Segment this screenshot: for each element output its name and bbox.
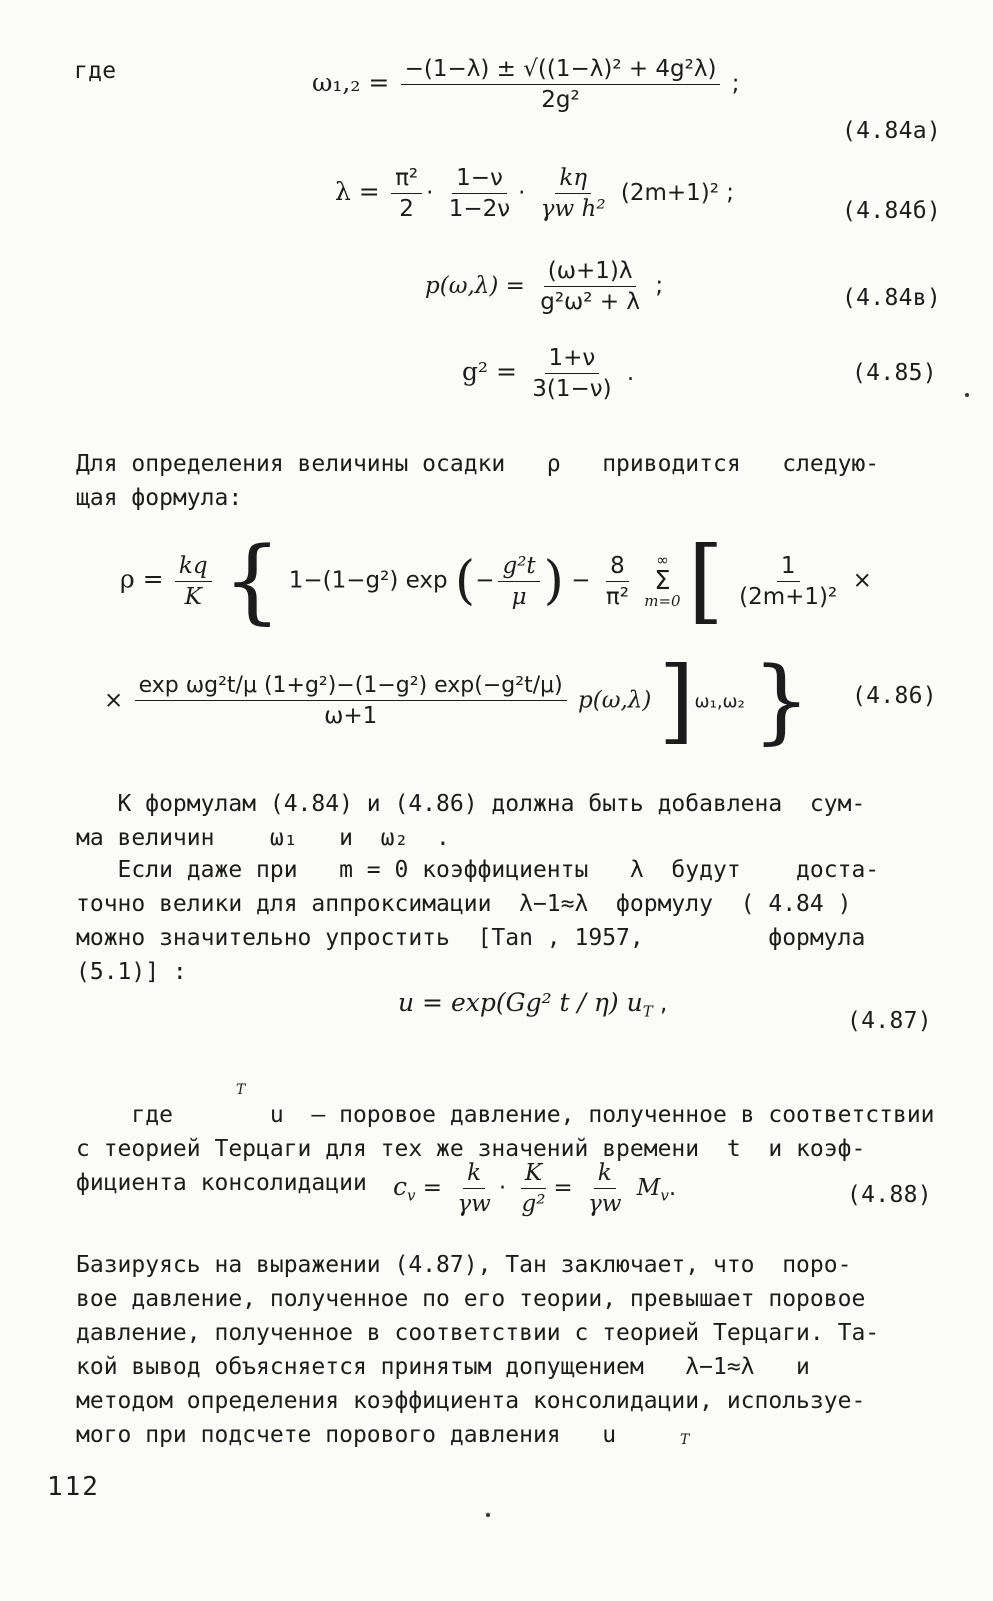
eq-numerator: π² (391, 165, 422, 194)
paren: ( (454, 551, 476, 611)
eq-denominator: 2 (399, 196, 414, 222)
eq-lhs: λ = (335, 177, 380, 206)
equation-4-88: $c_v$ = $\frac{k}{\gamma w}$ · $\frac{K}{\text{g²}}$ = $\frac{k}{\gamma w}$ $M_v$. (393, 1160, 677, 1217)
eq-numerator: kq (175, 553, 212, 582)
equation-label: (4.84в) (842, 285, 942, 311)
eq-lhs: ρ = (120, 564, 164, 594)
eq-tail: ; (731, 71, 740, 97)
eq-numerator: 1+ν (545, 345, 600, 374)
sigma: Σ (654, 566, 671, 596)
right-bracket: ] (658, 647, 695, 754)
eq-denominator: 2g² (541, 87, 580, 113)
equation-4-85 (462, 345, 634, 402)
equation-4-86-line1: ρ = $\frac{kq}{K}$ { 1−(1−g²) exp (− $\frac{\text{g²t}}{\mu}$ ) − $\frac{8}{\text{π²}}$ ∞ Σ m=0 [ $\frac{1}{\text{(2m+1)²}}$ × (120, 527, 872, 634)
equation-label: (4.85) (852, 360, 937, 386)
eq-fraction (537, 165, 610, 222)
subscript-T: T (680, 1432, 690, 1448)
eq-numerator: kη (555, 165, 591, 194)
times-sign: × (852, 567, 872, 594)
paragraph-sum-note: К формулам (4.84) и (4.86) должна быть добавлена сум- ма величин ω₁ и ω₂ . (76, 791, 866, 851)
page-number: 112 (47, 1472, 100, 1502)
eq-denominator: g²ω² + λ (540, 289, 641, 315)
eq-numerator: k (463, 1160, 485, 1189)
eq-lhs: p(ω,λ) = (425, 273, 525, 299)
right-brace: } (752, 647, 811, 754)
eq-numerator: k (594, 1160, 616, 1189)
equation-4-86-line2 (104, 647, 811, 754)
paragraph-text: где u – поровое давление, полученное в соответствии с теорией Терцаги для тех же значений времени t и коэф- фициента консолидации (76, 1102, 935, 1196)
paren: ) (543, 551, 564, 611)
eq-denominator: γw (588, 1191, 622, 1217)
eq-denominator: μ (511, 583, 527, 610)
left-brace: { (222, 527, 282, 634)
equation-label: (4.84б) (842, 198, 942, 224)
equation-label: (4.88) (847, 1182, 932, 1208)
eq-lhs-sub: v (407, 1186, 416, 1205)
eq-numerator: −(1−λ) ± √((1−λ)² + 4g²λ) (401, 56, 721, 85)
eq-body: u = exp(Gg² t / η) u (398, 988, 643, 1017)
equation-4-87 (398, 988, 667, 1021)
subscript-T: T (236, 1082, 246, 1098)
paragraph-settlement-intro: Для определения величины осадки ρ приводится следую- щая формула: (76, 451, 880, 511)
eq-denominator: 3(1−ν) (532, 376, 612, 402)
eq-fraction (135, 673, 567, 729)
eq-denominator: K (184, 583, 202, 610)
paragraph-approximation: Если даже при m = 0 коэффициенты λ будут доста- точно велики для аппроксимации λ−1≈λ формулу ( 4.84 ) можно значительно упростить [Tan , 1957, формула (5.1)] : (76, 857, 880, 985)
left-bracket: [ (687, 527, 724, 634)
equation-label: (4.87) (847, 1008, 932, 1034)
eq-tail: M (636, 1175, 661, 1201)
eq-numerator: 8 (606, 553, 629, 582)
eq-fraction (735, 553, 841, 610)
eq-tail: , (660, 991, 668, 1017)
equation-label: (4.86) (852, 683, 937, 709)
eq-fraction (445, 165, 514, 222)
eq-denominator: γw (457, 1191, 491, 1217)
eq-tail: . (626, 360, 635, 386)
eq-numerator: g²t (498, 553, 539, 582)
sum-lower: m=0 (644, 592, 681, 610)
eq-tail: p(ω,λ) (578, 687, 652, 714)
eq-fraction (401, 56, 721, 113)
eq-denominator: γw h² (540, 196, 606, 222)
eq-numerator: K (521, 1160, 546, 1189)
sum-upper: ∞ (656, 551, 669, 569)
eq-lhs: ω₁,₂ = (312, 68, 390, 97)
eq-lhs: c (393, 1172, 408, 1201)
eq-numerator: (ω+1)λ (544, 258, 637, 287)
equation-4-84b: λ = $\frac{\text{π²}}{2}$ · $\frac{1-\nu}{1-2\nu}$ · $\frac{k\eta}{\text{γw h²}}$ (2m+1)² ; (335, 165, 735, 222)
equation-4-84v (425, 258, 663, 315)
eq-numerator: 1 (777, 553, 800, 582)
eq-denominator: (2m+1)² (739, 583, 838, 610)
eq-part: 1−(1−g²) exp (288, 567, 448, 594)
eq-lhs: g² = (462, 357, 517, 386)
eq-numerator: 1−ν (452, 165, 507, 194)
eq-denominator: g² (521, 1191, 546, 1217)
eq-end: . (668, 1175, 677, 1201)
eval-limits: ω₁,ω₂ (694, 691, 745, 713)
eq-fraction (602, 553, 633, 610)
eq-denominator: ω+1 (324, 703, 378, 729)
eq-tail-sub: v (660, 1186, 669, 1205)
speck (965, 393, 969, 397)
eq-fraction (175, 553, 212, 610)
eq-fraction (498, 553, 539, 610)
eq-tail: ; (655, 273, 664, 299)
eq-fraction (536, 258, 644, 315)
eq-fraction (584, 1160, 625, 1217)
eq-sub: T (642, 1002, 653, 1021)
equation-label: (4.84а) (842, 118, 942, 144)
intro-where: где (74, 58, 117, 84)
times-sign: × (104, 687, 124, 714)
eq-fraction (391, 165, 422, 222)
eq-fraction (453, 1160, 494, 1217)
eq-denominator: 1−2ν (448, 196, 511, 222)
eq-fraction (517, 1160, 549, 1217)
speck (486, 1513, 490, 1517)
eq-fraction (528, 345, 615, 402)
sum-symbol (644, 553, 680, 609)
paragraph-conclusion: Базируясь на выражении (4.87), Тан заключает, что поро- вое давление, полученное по его теории, превышает поровое давление, полученное в соответствии с теорией Терцаги. Та- кой вывод объясняется принятым допущением λ−1≈λ и методом определения коэффициента консолидации, используе- мого при подсчете порового давления u (76, 1252, 880, 1448)
eq-denominator: π² (605, 583, 629, 610)
eq-tail: (2m+1)² ; (620, 180, 735, 206)
eq-numerator: exp ωg²t/μ (1+g²)−(1−g²) exp(−g²t/μ) (135, 673, 567, 701)
equation-4-84a (312, 56, 740, 113)
